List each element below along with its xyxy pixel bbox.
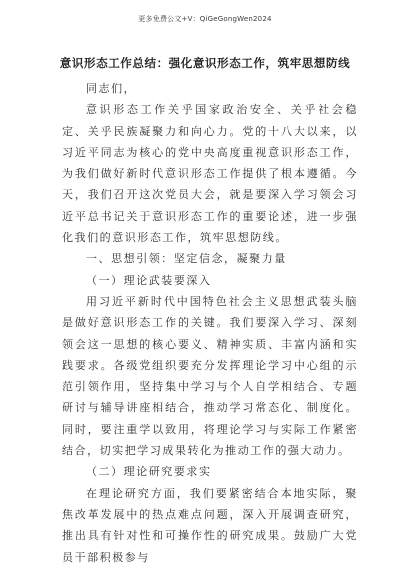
subsection-heading-1: （一）理论武装要深入 bbox=[86, 273, 212, 287]
salutation-paragraph: 同志们， bbox=[86, 82, 137, 95]
section-heading-1: 一、思想引领：坚定信念，凝聚力量 bbox=[86, 252, 287, 266]
document-body bbox=[62, 78, 358, 568]
intro-paragraph: 意识形态工作关乎国家政治安全、关乎社会稳定、关乎民族凝聚力和向心力。党的十八大以来，以习近平同志为核心的党中央高度重视意识形态工作，为我们做好新时代意识形态工作提供了根本遵循。今天，我们召开这次党员大会，就是要深入学习领会习近平总书记关于意识形态工作的重要论述，进一步强化我们的意识形态工作，筑牢思想防线。 bbox=[62, 103, 358, 245]
subsection-heading-2: （二）理论研究要求实 bbox=[86, 465, 212, 479]
document-title: 意识形态工作总结：强化意识形态工作，筑牢思想防线 bbox=[59, 56, 351, 70]
header-note: 更多免费公文+V：QiGeGongWen2024 bbox=[138, 15, 272, 23]
theory-armament-paragraph: 用习近平新时代中国特色社会主义思想武装头脑是做好意识形态工作的关键。我们要深入学习、深刻领会这一思想的核心要义、精神实质、丰富内涵和实践要求。各级党组织要充分发挥理论学习中心组的示范引领作用，坚持集中学习与个人自学相结合、专题研讨与辅导讲座相结合，推动学习常态化、制度化。同时，要注重学以致用，将理论学习与实际工作紧密结合，切实把学习成果转化为推动工作的强大动力。 bbox=[62, 294, 358, 458]
theory-research-paragraph: 在理论研究方面，我们要紧密结合本地实际，聚焦改革发展中的热点难点问题，深入开展调查研究，推出具有针对性和可操作性的研究成果。鼓励广大党员干部积极参与 bbox=[62, 486, 358, 564]
